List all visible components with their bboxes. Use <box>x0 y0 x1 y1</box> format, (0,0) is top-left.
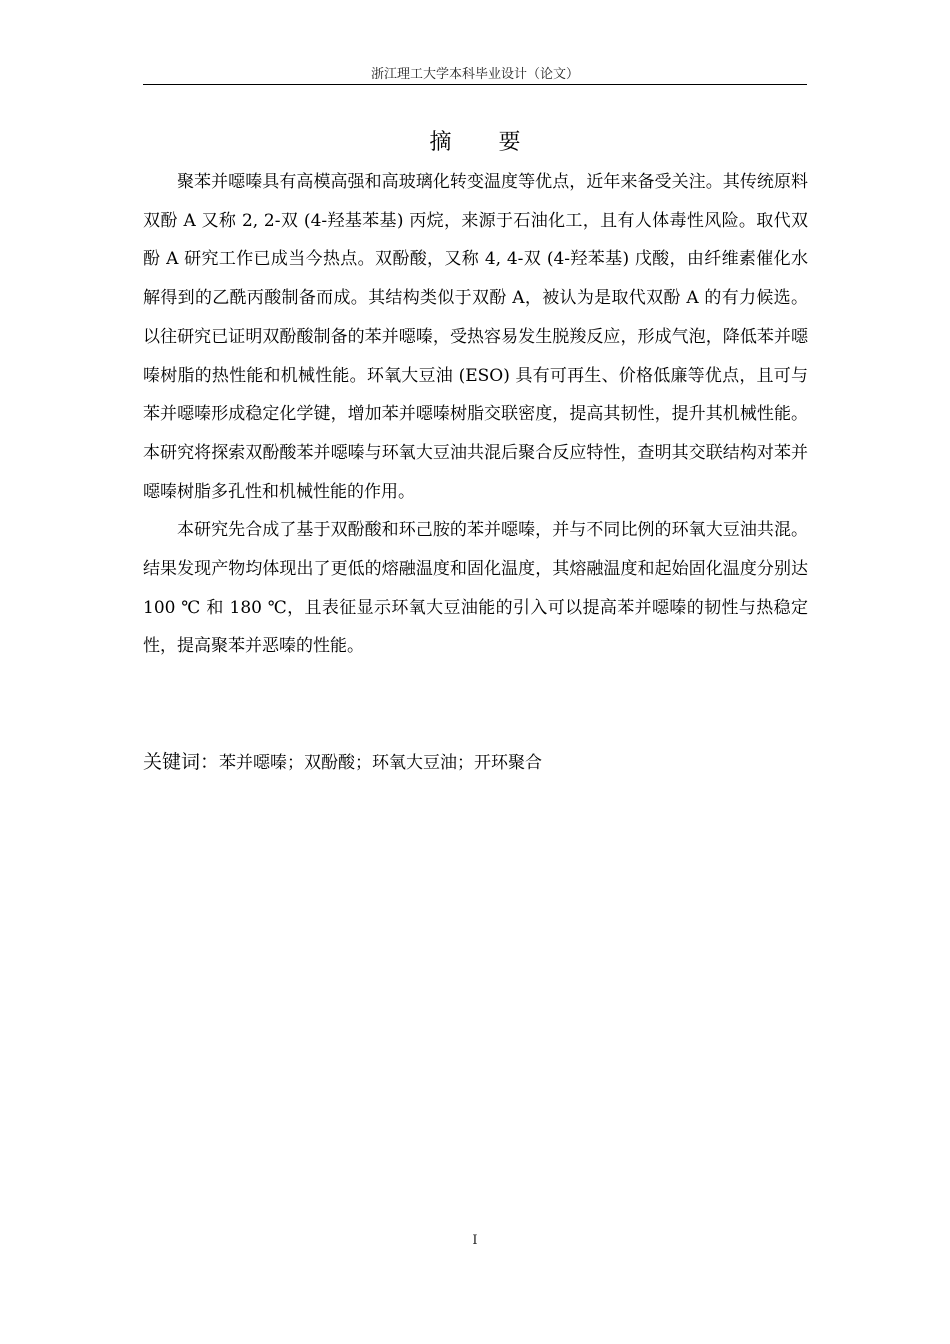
page-header: 浙江理工大学本科毕业设计（论文） <box>143 66 807 85</box>
keywords-value: 苯并噁嗪；双酚酸；环氧大豆油；开环聚合 <box>219 753 543 773</box>
abstract-paragraph-2: 本研究先合成了基于双酚酸和环己胺的苯并噁嗪，并与不同比例的环氧大豆油共混。结果发现产物均体现出了更低的熔融温度和固化温度，其熔融温度和起始固化温度分别达 100 ℃ 和 180 ℃，且表征显示环氧大豆油能的引入可以提高苯并噁嗪的韧性与热稳定性，提高聚苯并恶嗪的性能。 <box>143 520 808 657</box>
keywords-label: 关键词： <box>143 751 220 773</box>
abstract-title: 摘 要 <box>429 130 541 155</box>
keywords <box>143 744 807 781</box>
abstract-body <box>143 163 808 666</box>
abstract-paragraph-1: 聚苯并噁嗪具有高模高强和高玻璃化转变温度等优点，近年来备受关注。其传统原料双酚 A 又称 2, 2-双 (4-羟基苯基) 丙烷，来源于石油化工，且有人体毒性风险。取代双酚 A 研究工作已成当今热点。双酚酸，又称 4, 4-双 (4-羟苯基) 戊酸，由纤维素催化水解得到的乙酰丙酸制备而成。其结构类似于双酚 A，被认为是取代双酚 A 的有力候选。以往研究已证明双酚酸制备的苯并噁嗪，受热容易发生脱羧反应，形成气泡，降低苯并噁嗪树脂的热性能和机械性能。环氧大豆油 (ESO) 具有可再生、价格低廉等优点，且可与苯并噁嗪形成稳定化学键，增加苯并噁嗪树脂交联密度，提高其韧性，提升其机械性能。本研究将探索双酚酸苯并噁嗪与环氧大豆油共混后聚合反应特性，查明其交联结构对苯并噁嗪树脂多孔性和机械性能的作用。 <box>143 172 808 502</box>
page-number: I <box>472 1233 478 1248</box>
